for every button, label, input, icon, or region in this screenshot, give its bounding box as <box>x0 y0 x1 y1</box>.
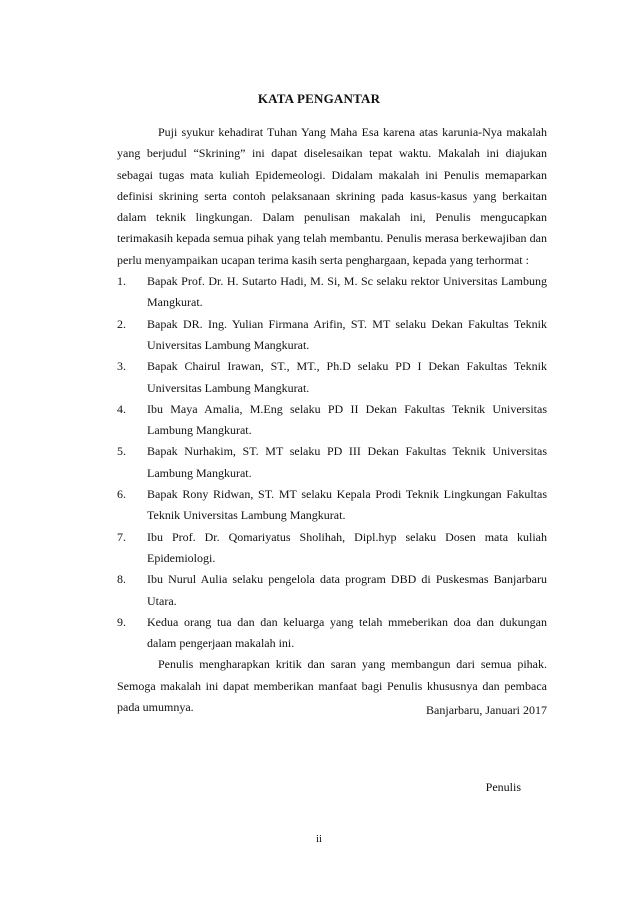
page-number: ii <box>315 833 323 845</box>
list-item <box>117 527 547 570</box>
list-item-text: Ibu Prof. Dr. Qomariyatus Sholihah, Dipl.hyp selaku Dosen mata kuliah Epidemiologi. <box>147 529 547 565</box>
page-title: KATA PENGANTAR <box>257 91 381 106</box>
list-item-number: 2. <box>117 316 126 331</box>
list-item-text: Bapak Rony Ridwan, ST. MT selaku Kepala Prodi Teknik Lingkungan Fakultas Teknik Universitas Lambung Mangkurat. <box>147 487 547 523</box>
acknowledgement-list <box>117 271 547 654</box>
list-item-number: 9. <box>117 614 126 629</box>
list-item-number: 1. <box>117 274 126 289</box>
list-item-number: 6. <box>117 487 126 502</box>
document-body <box>117 122 547 718</box>
list-item-text: Kedua orang tua dan dan keluarga yang telah mmeberikan doa dan dukungan dalam pengerjaan makalah ini. <box>147 614 547 651</box>
list-item <box>117 569 547 612</box>
author-signature: Penulis <box>485 780 521 794</box>
list-item-number: 8. <box>117 572 126 587</box>
list-item-number: 3. <box>117 359 126 374</box>
list-item <box>117 484 547 527</box>
list-item <box>117 399 547 442</box>
list-item-text: Bapak Chairul Irawan, ST., MT., Ph.D selaku PD I Dekan Fakultas Teknik Universitas Lambung Mangkurat. <box>147 359 547 395</box>
list-item-text: Bapak Prof. Dr. H. Sutarto Hadi, M. Si, M. Sc selaku rektor Universitas Lambung Mangkurat. <box>147 274 547 310</box>
list-item-text: Ibu Maya Amalia, M.Eng selaku PD II Dekan Fakultas Teknik Universitas Lambung Mangkurat. <box>147 401 547 438</box>
list-item-number: 4. <box>117 401 126 416</box>
intro-paragraph: Puji syukur kehadirat Tuhan Yang Maha Esa karena atas karunia-Nya makalah yang berjudul “Skrining” ini dapat diselesaikan tepat waktu. Makalah ini diajukan sebagai tugas mata kuliah Epidemeologi. Didalam makalah ini Penulis memaparkan definisi skrining serta contoh pelaksanaan skrining pada kasus-kasus yang berkaitan dalam teknik lingkungan. Dalam penulisan makalah ini, Penulis mengucapkan terimakasih kepada semua pihak yang telah membantu. Penulis merasa berkewajiban dan perlu menyampaikan ucapan terima kasih serta penghargaan, kepada yang terhormat : <box>117 125 547 267</box>
list-item <box>117 356 547 399</box>
list-item-text: Ibu Nurul Aulia selaku pengelola data program DBD di Puskesmas Banjarbaru Utara. <box>147 572 547 608</box>
list-item-number: 5. <box>117 444 126 459</box>
list-item-number: 7. <box>117 529 126 544</box>
list-item-text: Bapak DR. Ing. Yulian Firmana Arifin, ST. MT selaku Dekan Fakultas Teknik Universitas Lambung Mangkurat. <box>147 316 547 352</box>
list-item <box>117 612 547 655</box>
list-item-text: Bapak Nurhakim, ST. MT selaku PD III Dekan Fakultas Teknik Universitas Lambung Mangkurat. <box>147 444 547 480</box>
list-item <box>117 441 547 484</box>
list-item <box>117 271 547 314</box>
list-item <box>117 314 547 357</box>
place-date: Banjarbaru, Januari 2017 <box>426 703 547 717</box>
closing-paragraph: Penulis mengharapkan kritik dan saran yang membangun dari semua pihak. Semoga makalah ini dapat memberikan manfaat bagi Penulis khususnya dan pembaca pada umumnya. <box>117 657 547 715</box>
